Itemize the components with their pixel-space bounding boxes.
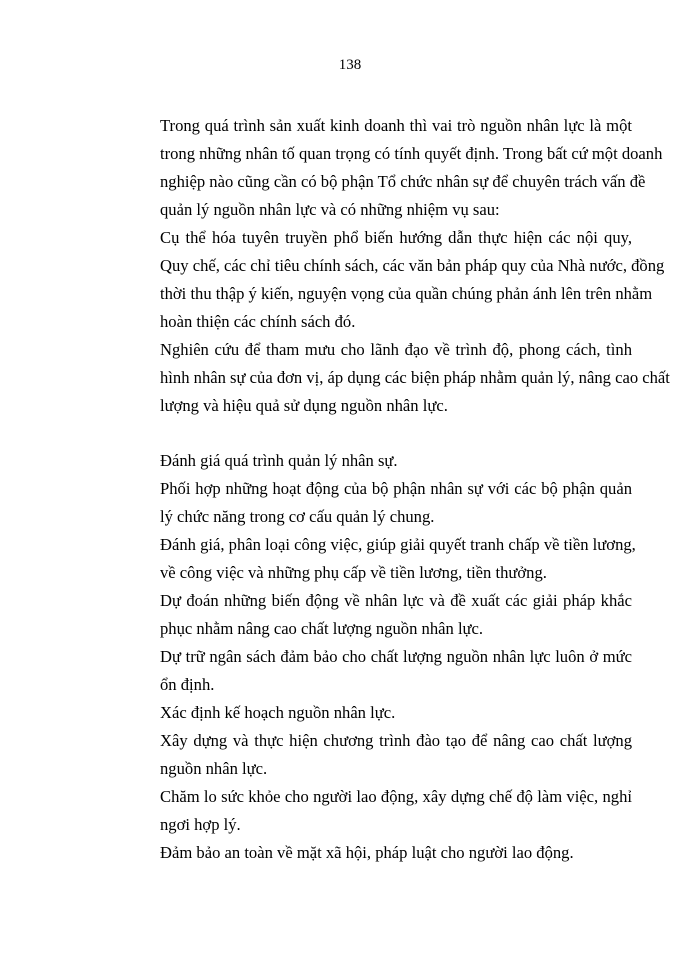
text-line: Trong quá trình sản xuất kinh doanh thì vai trò nguồn nhân lực là một: [160, 116, 632, 135]
text-line: Đánh giá, phân loại công việc, giúp giải quyết tranh chấp về tiền lương,: [160, 535, 636, 554]
paragraph-hr-role: [116, 112, 663, 224]
paragraph-evaluate-classify: [116, 531, 636, 587]
text-line: Nghiên cứu để tham mưu cho lãnh đạo về trình độ, phong cách, tình: [160, 340, 632, 359]
text-line: Dự trữ ngân sách đảm bảo cho chất lượng nguồn nhân lực luôn ở mức: [160, 647, 632, 666]
paragraph-budget-reserve: [116, 643, 632, 699]
paragraph-hr-plan: [116, 699, 632, 727]
text-line: Dự đoán những biến động về nhân lực và đề xuất các giải pháp khắc: [160, 591, 632, 610]
text-line: thời thu thập ý kiến, nguyện vọng của quần chúng phản ánh lên trên nhằm: [160, 284, 653, 303]
text-line: Phối hợp những hoạt động của bộ phận nhân sự với các bộ phận quản: [160, 479, 632, 498]
paragraph-research-advise: [116, 336, 670, 420]
paragraph-health-care: [116, 783, 632, 839]
text-line: nguồn nhân lực.: [160, 759, 268, 778]
text-line: Đánh giá quá trình quản lý nhân sự.: [160, 451, 398, 470]
text-line: ổn định.: [160, 675, 215, 694]
text-line: phục nhằm nâng cao chất lượng nguồn nhân lực.: [160, 619, 484, 638]
paragraph-concretize-policies: [116, 224, 665, 336]
text-line: Cụ thể hóa tuyên truyền phổ biến hướng dẫn thực hiện các nội quy,: [160, 228, 632, 247]
text-line: hoàn thiện các chính sách đó.: [160, 312, 356, 331]
text-line: ngơi hợp lý.: [160, 815, 241, 834]
paragraph-evaluate-management: [116, 447, 632, 475]
paragraph-safety: [116, 839, 632, 867]
paragraph-training: [116, 727, 632, 783]
text-line: về công việc và những phụ cấp về tiền lương, tiền thưởng.: [160, 563, 547, 582]
text-line: Xây dựng và thực hiện chương trình đào tạo để nâng cao chất lượng: [160, 731, 632, 750]
document-body: [116, 112, 670, 867]
paragraph-forecast: [116, 587, 632, 643]
text-line: quản lý nguồn nhân lực và có những nhiệm vụ sau:: [160, 200, 500, 219]
text-line: trong những nhân tố quan trọng có tính quyết định. Trong bất cứ một doanh: [160, 144, 663, 163]
text-line: nghiệp nào cũng cần có bộ phận Tổ chức nhân sự để chuyên trách vấn đề: [160, 172, 646, 191]
text-line: Chăm lo sức khỏe cho người lao động, xây dựng chế độ làm việc, nghỉ: [160, 787, 632, 806]
paragraph-coordinate: [116, 475, 632, 531]
text-line: lượng và hiệu quả sử dụng nguồn nhân lực.: [160, 396, 448, 415]
text-line: Quy chế, các chỉ tiêu chính sách, các văn bản pháp quy của Nhà nước, đồng: [160, 256, 665, 275]
text-line: Xác định kế hoạch nguồn nhân lực.: [160, 703, 396, 722]
text-line: lý chức năng trong cơ cấu quản lý chung.: [160, 507, 435, 526]
text-line: hình nhân sự của đơn vị, áp dụng các biện pháp nhằm quản lý, nâng cao chất: [160, 368, 670, 387]
page-number: 138: [338, 57, 362, 73]
paragraph-gap: [116, 420, 632, 447]
text-line: Đảm bảo an toàn về mặt xã hội, pháp luật cho người lao động.: [160, 843, 574, 862]
